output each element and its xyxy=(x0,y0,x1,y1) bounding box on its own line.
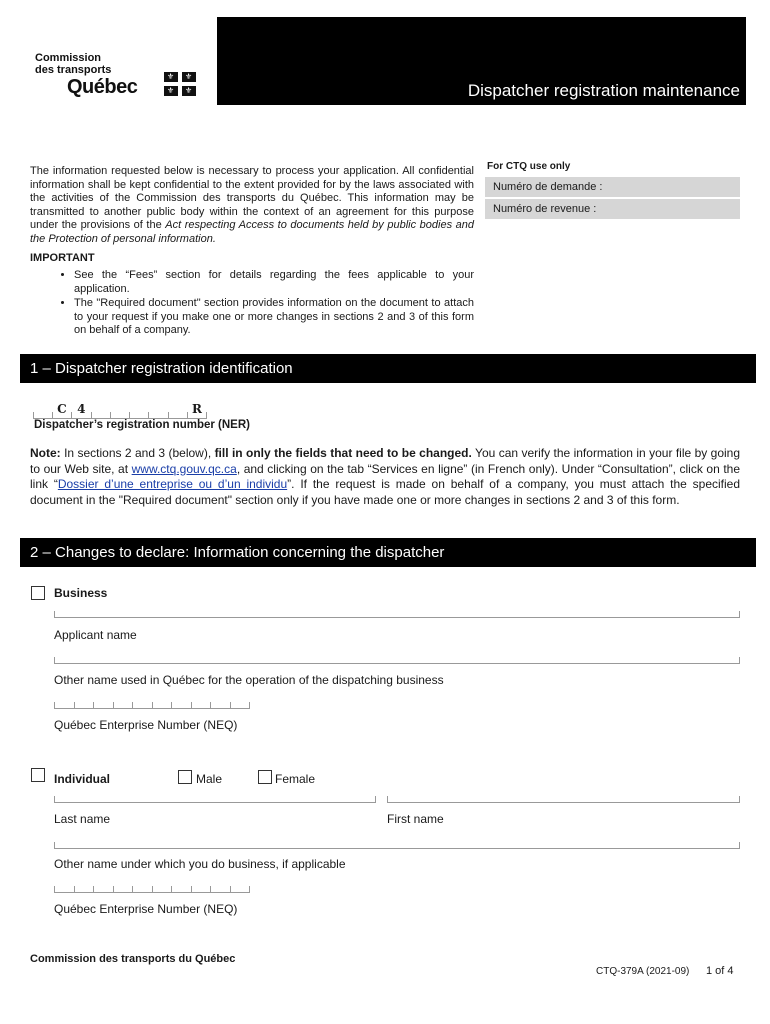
ner-char xyxy=(168,402,187,416)
note-text: In sections 2 and 3 (below), xyxy=(60,446,215,460)
note-emphasis: fill in only the fields that need to be changed. xyxy=(214,446,472,460)
ner-char xyxy=(91,402,110,416)
logo-commission xyxy=(35,52,111,76)
form-code: CTQ-379A (2021-09) xyxy=(596,966,690,977)
applicant-name-input[interactable] xyxy=(54,603,740,618)
individual-checkbox[interactable] xyxy=(31,768,45,782)
ner-input[interactable] xyxy=(33,402,207,418)
note-text: You can verify the information in your file by going to our Web site, at xyxy=(30,446,741,476)
section-1-header: 1 – Dispatcher registration identification xyxy=(20,354,756,383)
last-name-label: Last name xyxy=(54,812,111,826)
intro-text: The information requested below is necessary to process your application. All confidential information shall be kept confidential to the extent provided for by the laws associated with the activities of the Commission des transports du Québec. This information may be transmitted to another public body within the context of an agreement for this purpose under the provisions of the xyxy=(30,165,474,231)
list-item: • See the “Fees” section for details regarding the fees applicable to your application. xyxy=(74,269,474,296)
dossier-link[interactable]: Dossier d’une entreprise ou d’un individu xyxy=(57,477,288,491)
neq-label-individual: Québec Enterprise Number (NEQ) xyxy=(54,902,238,916)
intro-paragraph xyxy=(30,165,474,246)
neq-input-individual[interactable] xyxy=(54,878,250,893)
page-number: 1 of 4 xyxy=(706,965,734,977)
ner-char xyxy=(33,402,52,416)
last-name-input[interactable] xyxy=(54,788,376,803)
note-text: , and clicking on the tab “Services en ligne” (in French only). Under “Consultation”, click on the link “ xyxy=(30,461,741,491)
note-paragraph xyxy=(30,446,740,508)
female-label: Female xyxy=(275,772,316,786)
individual-label: Individual xyxy=(54,772,111,786)
footer-org: Commission des transports du Québec xyxy=(30,953,236,965)
page-title: Dispatcher registration maintenance xyxy=(467,81,740,100)
important-list xyxy=(30,269,474,338)
note-text: ”. If the request is made on behalf of a company, you must attach the specified document in the "Required document" section only if you have made one or more changes in sections 2 and 3 of this form. xyxy=(30,477,741,507)
note-label: Note: xyxy=(30,446,61,460)
list-item: • The "Required document" section provides information on the document to attach to your request if you make one or more changes in sections 2 and 3 of this form on behalf of a company. xyxy=(74,297,474,338)
other-name-label: Other name used in Québec for the operation of the dispatching business xyxy=(54,673,444,687)
ner-char xyxy=(110,402,129,416)
ner-char: R xyxy=(192,402,203,416)
business-checkbox[interactable] xyxy=(31,586,45,600)
first-name-input[interactable] xyxy=(387,788,740,803)
ner-char: C xyxy=(57,402,67,416)
first-name-label: First name xyxy=(387,812,444,826)
ctq-use-title: For CTQ use only xyxy=(487,161,571,172)
ner-char xyxy=(149,402,168,416)
ctq-website-link[interactable]: www.ctq.gouv.qc.ca xyxy=(131,461,237,476)
section-2-header: 2 – Changes to declare: Information concerning the dispatcher xyxy=(20,538,756,567)
other-business-name-label: Other name under which you do business, if applicable xyxy=(54,857,346,871)
ner-char: 4 xyxy=(77,402,86,416)
neq-label: Québec Enterprise Number (NEQ) xyxy=(54,718,238,732)
business-label: Business xyxy=(54,586,108,600)
logo-quebec-word: Québec xyxy=(67,76,138,98)
applicant-name-label: Applicant name xyxy=(54,628,137,642)
fleur-de-lis-flag-icon: ⚜ ⚜ ⚜ ⚜ xyxy=(164,72,196,96)
other-business-name-input[interactable] xyxy=(54,834,740,849)
numero-revenue-field: Numéro de revenue : xyxy=(485,199,740,219)
ner-char xyxy=(129,402,148,416)
numero-demande-field: Numéro de demande : xyxy=(485,177,740,197)
important-label: IMPORTANT xyxy=(30,252,95,264)
logo-line-1: Commission xyxy=(35,52,102,64)
other-name-input[interactable] xyxy=(54,649,740,664)
male-checkbox[interactable] xyxy=(178,770,192,784)
header-bar xyxy=(217,17,746,105)
female-checkbox[interactable] xyxy=(258,770,272,784)
ner-label: Dispatcher’s registration number (NER) xyxy=(34,419,250,431)
male-label: Male xyxy=(196,772,223,786)
intro-act-title: Act respecting Access to documents held by public bodies and the Protection of personal information. xyxy=(30,219,474,245)
logo-line-2: des transports xyxy=(35,64,112,76)
neq-input[interactable] xyxy=(54,694,250,709)
